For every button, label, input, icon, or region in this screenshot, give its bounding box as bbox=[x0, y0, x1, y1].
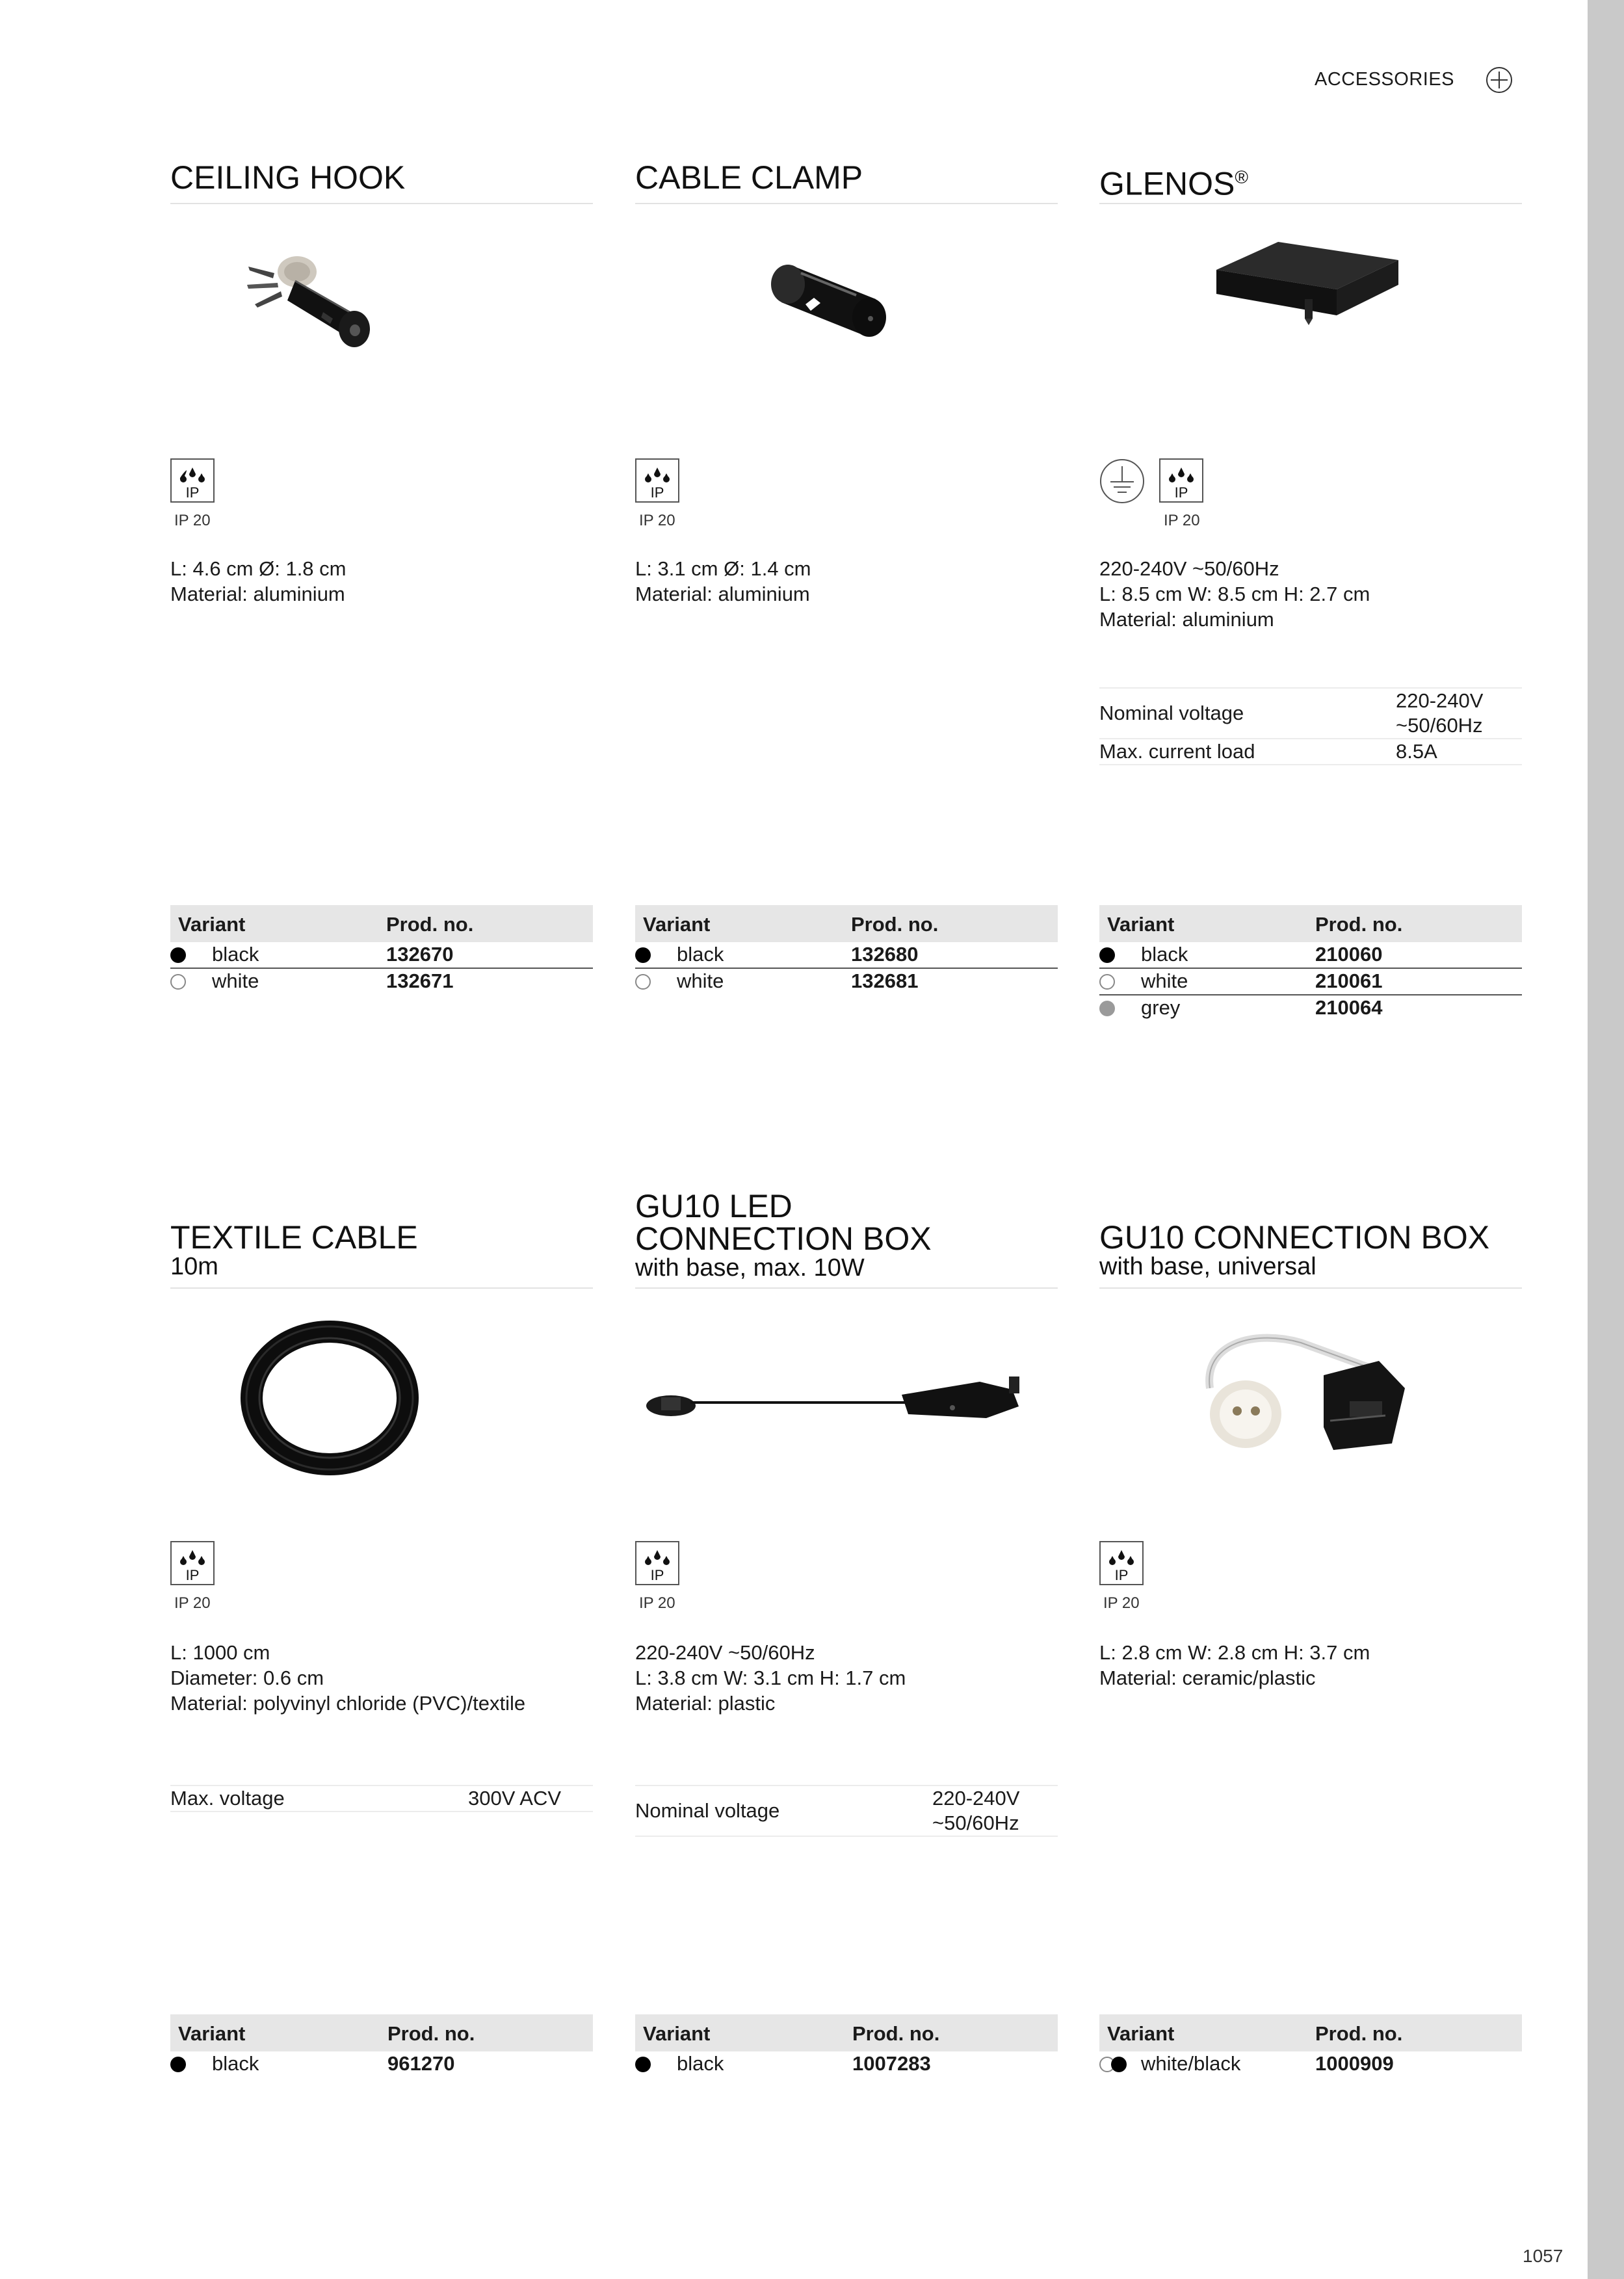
ip-drops-icon bbox=[635, 1541, 679, 1585]
product-number: 132680 bbox=[851, 943, 919, 966]
certification-icons bbox=[170, 458, 593, 533]
variant-row bbox=[1099, 942, 1522, 969]
variant-table-header bbox=[1099, 905, 1522, 942]
variant-table-header bbox=[635, 2014, 1058, 2051]
color-swatch-black bbox=[170, 2057, 186, 2072]
product-number: 1007283 bbox=[852, 2052, 931, 2075]
ip-rating-caption: IP 20 bbox=[1103, 1594, 1140, 1612]
product-number: 961270 bbox=[387, 2052, 455, 2075]
ip-drops-icon bbox=[635, 458, 679, 503]
ip-drops-icon bbox=[1159, 458, 1203, 503]
spec-line: L: 3.8 cm W: 3.1 cm H: 1.7 cm bbox=[635, 1666, 906, 1689]
variant-row bbox=[170, 942, 593, 969]
certification-icons bbox=[1099, 1541, 1522, 1616]
spec-line: L: 4.6 cm Ø: 1.8 cm bbox=[170, 557, 347, 580]
ip-box-label: IP bbox=[1174, 484, 1188, 501]
variant-table-header bbox=[1099, 2014, 1522, 2051]
certification-icons bbox=[635, 458, 1058, 533]
product-number: 132670 bbox=[386, 943, 454, 966]
certification-icons bbox=[1099, 458, 1522, 533]
spec-line: L: 3.1 cm Ø: 1.4 cm bbox=[635, 557, 811, 580]
tech-value: 300V ACV bbox=[468, 1787, 562, 1810]
color-swatch-black bbox=[635, 947, 651, 963]
ip-drops-icon bbox=[170, 1541, 215, 1585]
prod-no-column-header: Prod. no. bbox=[1315, 2022, 1403, 2045]
prod-no-column-header: Prod. no. bbox=[386, 913, 474, 936]
variant-table bbox=[170, 905, 593, 994]
variant-column-header: Variant bbox=[1107, 2022, 1175, 2045]
tech-row bbox=[170, 1785, 593, 1812]
product-subtitle: with base, universal bbox=[1099, 1253, 1316, 1280]
product-number: 210061 bbox=[1315, 969, 1383, 992]
spec-line: Material: ceramic/plastic bbox=[1099, 1666, 1316, 1689]
product-number: 210064 bbox=[1315, 996, 1383, 1019]
product-specs bbox=[170, 556, 593, 607]
prod-no-column-header: Prod. no. bbox=[851, 913, 939, 936]
variant-column-header: Variant bbox=[643, 2022, 711, 2045]
textile-cable-photo bbox=[170, 1304, 593, 1518]
color-swatch-grey bbox=[1099, 1001, 1115, 1016]
product-title: TEXTILE CABLE bbox=[170, 1219, 418, 1256]
variant-row bbox=[1099, 995, 1522, 1021]
product-specs bbox=[635, 1640, 1058, 1716]
product-title: CABLE CLAMP bbox=[635, 159, 863, 196]
ip-box-label: IP bbox=[650, 1567, 664, 1583]
gu10-led-connection-box-photo bbox=[635, 1304, 1058, 1518]
product-number: 132681 bbox=[851, 969, 919, 992]
variant-column-header: Variant bbox=[178, 2022, 246, 2045]
ip-box-label: IP bbox=[650, 484, 664, 501]
variant-name: black bbox=[1141, 943, 1188, 966]
product-title: GLENOS® bbox=[1099, 165, 1249, 202]
variant-name: white bbox=[212, 969, 259, 992]
variant-name: black bbox=[212, 943, 259, 966]
title-divider bbox=[635, 203, 1058, 204]
ip-rating-caption: IP 20 bbox=[174, 512, 211, 529]
product-specs bbox=[635, 556, 1058, 607]
section-label: ACCESSORIES bbox=[1315, 69, 1454, 90]
tech-value: ~50/60Hz bbox=[932, 1811, 1019, 1834]
product-number: 210060 bbox=[1315, 943, 1383, 966]
variant-table-header bbox=[170, 2014, 593, 2051]
tech-value: ~50/60Hz bbox=[1396, 714, 1483, 737]
tech-label: Max. current load bbox=[1099, 740, 1255, 763]
ip-box-label: IP bbox=[1114, 1567, 1129, 1583]
color-swatch-black bbox=[1099, 947, 1115, 963]
prod-no-column-header: Prod. no. bbox=[1315, 913, 1403, 936]
title-divider bbox=[170, 1287, 593, 1289]
variant-row bbox=[1099, 2051, 1522, 2077]
variant-row bbox=[635, 2051, 1058, 2077]
variant-table bbox=[1099, 905, 1522, 1021]
variant-name: white/black bbox=[1141, 2052, 1241, 2075]
color-swatch-white bbox=[1099, 974, 1115, 990]
product-subtitle: 10m bbox=[170, 1253, 218, 1280]
variant-name: grey bbox=[1141, 996, 1181, 1019]
tech-row bbox=[1099, 739, 1522, 765]
glenos-canopy-photo bbox=[1099, 221, 1522, 436]
variant-row bbox=[1099, 969, 1522, 995]
tech-label: Nominal voltage bbox=[1099, 702, 1244, 724]
variant-row bbox=[170, 2051, 593, 2077]
spec-line: Material: aluminium bbox=[170, 583, 345, 605]
variant-table-header bbox=[170, 905, 593, 942]
plus-circle-icon[interactable] bbox=[1486, 66, 1513, 94]
variant-name: white bbox=[677, 969, 724, 992]
product-title: GU10 CONNECTION BOX bbox=[1099, 1219, 1490, 1256]
title-divider bbox=[1099, 1287, 1522, 1289]
variant-column-header: Variant bbox=[178, 913, 246, 936]
ip-rating-caption: IP 20 bbox=[639, 1594, 675, 1612]
color-swatch-black bbox=[635, 2057, 651, 2072]
spec-line: Diameter: 0.6 cm bbox=[170, 1666, 324, 1689]
certification-icons bbox=[170, 1541, 593, 1616]
product-title-line: CONNECTION BOX bbox=[635, 1220, 932, 1257]
variant-row bbox=[170, 969, 593, 994]
ceiling-hook-photo bbox=[170, 221, 593, 436]
variant-name: white bbox=[1141, 969, 1188, 992]
variant-table-header bbox=[635, 905, 1058, 942]
product-title-line: GU10 LED bbox=[635, 1188, 792, 1224]
spec-line: Material: plastic bbox=[635, 1692, 776, 1715]
tech-row bbox=[1099, 687, 1522, 739]
color-swatch-black bbox=[170, 947, 186, 963]
variant-column-header: Variant bbox=[643, 913, 711, 936]
spec-line: Material: aluminium bbox=[635, 583, 810, 605]
spec-line: 220-240V ~50/60Hz bbox=[635, 1641, 815, 1664]
prod-no-column-header: Prod. no. bbox=[852, 2022, 940, 2045]
spec-line: L: 2.8 cm W: 2.8 cm H: 3.7 cm bbox=[1099, 1641, 1370, 1664]
title-divider bbox=[635, 1287, 1058, 1289]
ip-drops-icon bbox=[170, 458, 215, 503]
variant-name: black bbox=[212, 2052, 259, 2075]
spec-line: L: 1000 cm bbox=[170, 1641, 270, 1664]
color-swatch-white-black bbox=[1099, 2056, 1129, 2073]
technical-data-table bbox=[170, 1785, 593, 1812]
ip-box-label: IP bbox=[185, 484, 200, 501]
product-specs bbox=[1099, 1640, 1522, 1691]
certification-icons bbox=[635, 1541, 1058, 1616]
ip-rating-caption: IP 20 bbox=[174, 1594, 211, 1612]
ip-rating-caption: IP 20 bbox=[1164, 512, 1200, 529]
spec-line: 220-240V ~50/60Hz bbox=[1099, 557, 1279, 580]
variant-row bbox=[635, 969, 1058, 994]
product-number: 1000909 bbox=[1315, 2052, 1394, 2075]
tech-value: 8.5A bbox=[1396, 740, 1437, 763]
variant-row bbox=[635, 942, 1058, 969]
title-divider bbox=[170, 203, 593, 204]
variant-name: black bbox=[677, 2052, 724, 2075]
gu10-connection-box-photo bbox=[1099, 1304, 1522, 1518]
spec-line: L: 8.5 cm W: 8.5 cm H: 2.7 cm bbox=[1099, 583, 1370, 605]
color-swatch-white bbox=[170, 974, 186, 990]
variant-table bbox=[1099, 2014, 1522, 2077]
variant-table bbox=[170, 2014, 593, 2077]
tech-row bbox=[635, 1785, 1058, 1837]
product-number: 132671 bbox=[386, 969, 454, 992]
ip-drops-icon bbox=[1099, 1541, 1144, 1585]
product-subtitle: with base, max. 10W bbox=[635, 1254, 865, 1282]
product-specs bbox=[170, 1640, 593, 1716]
variant-column-header: Variant bbox=[1107, 913, 1175, 936]
technical-data-table bbox=[1099, 687, 1522, 765]
title-divider bbox=[1099, 203, 1522, 204]
ip-box-label: IP bbox=[185, 1567, 200, 1583]
color-swatch-white bbox=[635, 974, 651, 990]
variant-table bbox=[635, 905, 1058, 994]
tech-value: 220-240V bbox=[1396, 689, 1484, 712]
tech-label: Max. voltage bbox=[170, 1787, 285, 1810]
variant-table bbox=[635, 2014, 1058, 2077]
tech-value: 220-240V bbox=[932, 1787, 1020, 1810]
cable-clamp-photo bbox=[635, 221, 1058, 436]
spec-line: Material: aluminium bbox=[1099, 608, 1274, 631]
spec-line: Material: polyvinyl chloride (PVC)/textile bbox=[170, 1692, 526, 1715]
page-edge-bar bbox=[1588, 0, 1624, 2279]
product-specs bbox=[1099, 556, 1522, 632]
variant-name: black bbox=[677, 943, 724, 966]
protective-earth-icon bbox=[1099, 458, 1145, 504]
product-title: CEILING HOOK bbox=[170, 159, 406, 196]
tech-label: Nominal voltage bbox=[635, 1799, 780, 1822]
page-number: 1057 bbox=[1523, 2246, 1564, 2266]
technical-data-table bbox=[635, 1785, 1058, 1837]
ip-rating-caption: IP 20 bbox=[639, 512, 675, 529]
prod-no-column-header: Prod. no. bbox=[387, 2022, 475, 2045]
